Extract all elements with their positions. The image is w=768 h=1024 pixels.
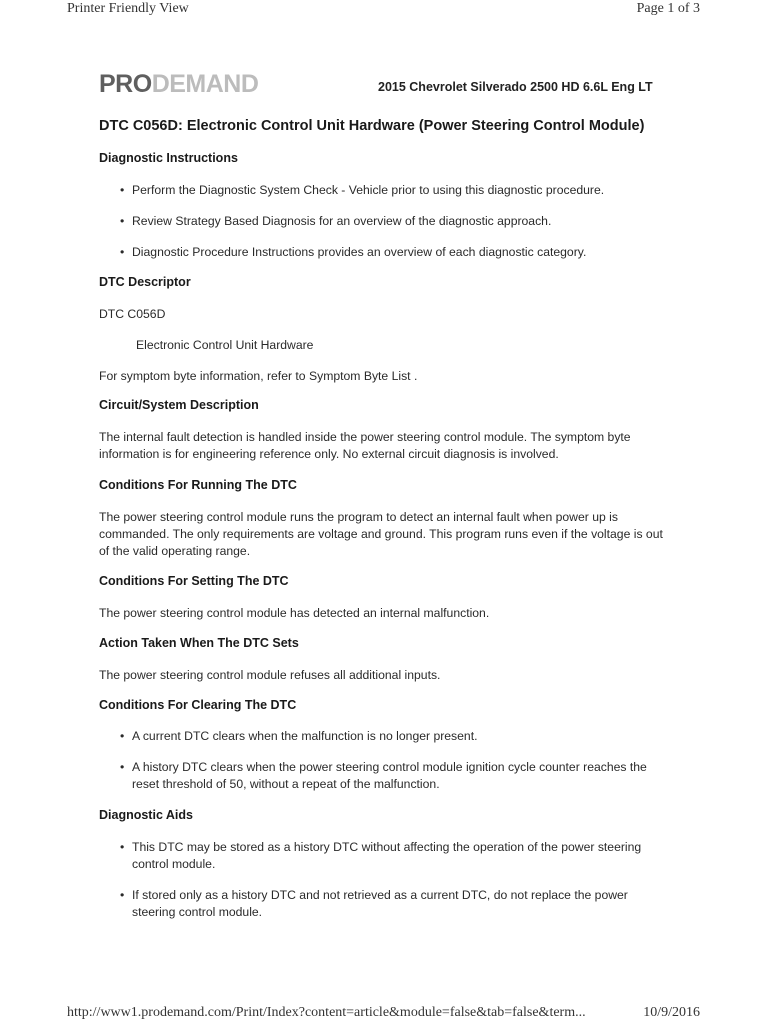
- list-item: • Perform the Diagnostic System Check - Vehicle prior to using this diagnostic procedure.: [120, 182, 670, 199]
- section-heading-action-taken: Action Taken When The DTC Sets: [99, 636, 299, 650]
- section-heading-circuit-system: Circuit/System Description: [99, 398, 259, 412]
- logo-demand-text: DEMAND: [151, 70, 259, 98]
- symptom-byte-note: For symptom byte information, refer to Symptom Byte List .: [99, 369, 418, 383]
- bullet-text: If stored only as a history DTC and not retrieved as a current DTC, do not replace the power steering control module.: [132, 888, 628, 919]
- section-heading-conditions-clearing: Conditions For Clearing The DTC: [99, 698, 297, 712]
- action-taken-text: The power steering control module refuses all additional inputs.: [99, 668, 441, 682]
- page-number: Page 1 of 3: [636, 1, 700, 16]
- bullet-text: A history DTC clears when the power steering control module ignition cycle counter reaches the reset threshold of 50, without a repeat of the malfunction.: [132, 760, 647, 791]
- prodemand-logo: [99, 71, 258, 97]
- section-heading-conditions-setting: Conditions For Setting The DTC: [99, 574, 289, 588]
- conditions-setting-text: The power steering control module has detected an internal malfunction.: [99, 606, 490, 620]
- page-title: DTC C056D: Electronic Control Unit Hardware (Power Steering Control Module): [99, 118, 645, 134]
- section-heading-conditions-running: Conditions For Running The DTC: [99, 478, 297, 492]
- bullet-text: Diagnostic Procedure Instructions provides an overview of each diagnostic category.: [132, 245, 587, 259]
- logo-pro-text: PRO: [99, 70, 152, 98]
- bullet-text: Perform the Diagnostic System Check - Vehicle prior to using this diagnostic procedure.: [132, 183, 605, 197]
- print-header-title: Printer Friendly View: [67, 1, 189, 16]
- circuit-system-text: The internal fault detection is handled inside the power steering control module. The symptom byte information is for engineering reference only. No external circuit diagnosis is involved.: [99, 430, 631, 461]
- section-heading-diagnostic-aids: Diagnostic Aids: [99, 808, 193, 822]
- dtc-description: Electronic Control Unit Hardware: [136, 338, 314, 352]
- bullet-text: Review Strategy Based Diagnosis for an overview of the diagnostic approach.: [132, 214, 552, 228]
- list-item: • A current DTC clears when the malfunction is no longer present.: [120, 728, 670, 745]
- conditions-running-text: The power steering control module runs the program to detect an internal fault when power up is commanded. The only requirements are voltage and ground. This program runs even if the voltage is out of the valid operating range.: [99, 510, 663, 558]
- list-item: • Review Strategy Based Diagnosis for an overview of the diagnostic approach.: [120, 213, 670, 230]
- list-item: • A history DTC clears when the power steering control module ignition cycle counter reaches the reset threshold of 50, without a repeat of the malfunction.: [120, 759, 670, 793]
- list-item: • If stored only as a history DTC and not retrieved as a current DTC, do not replace the power steering control module.: [120, 887, 670, 921]
- list-item: • Diagnostic Procedure Instructions provides an overview of each diagnostic category.: [120, 244, 670, 261]
- bullet-text: This DTC may be stored as a history DTC without affecting the operation of the power steering control module.: [132, 840, 642, 871]
- list-item: • This DTC may be stored as a history DTC without affecting the operation of the power steering control module.: [120, 839, 670, 873]
- footer-url: http://www1.prodemand.com/Print/Index?content=article&module=false&tab=false&term...: [67, 1005, 586, 1020]
- footer-date: 10/9/2016: [643, 1005, 700, 1020]
- dtc-code: DTC C056D: [99, 307, 166, 321]
- bullet-text: A current DTC clears when the malfunction is no longer present.: [132, 729, 478, 743]
- section-heading-diagnostic-instructions: Diagnostic Instructions: [99, 151, 238, 165]
- section-heading-dtc-descriptor: DTC Descriptor: [99, 275, 191, 289]
- vehicle-info: 2015 Chevrolet Silverado 2500 HD 6.6L Eng LT: [378, 80, 653, 94]
